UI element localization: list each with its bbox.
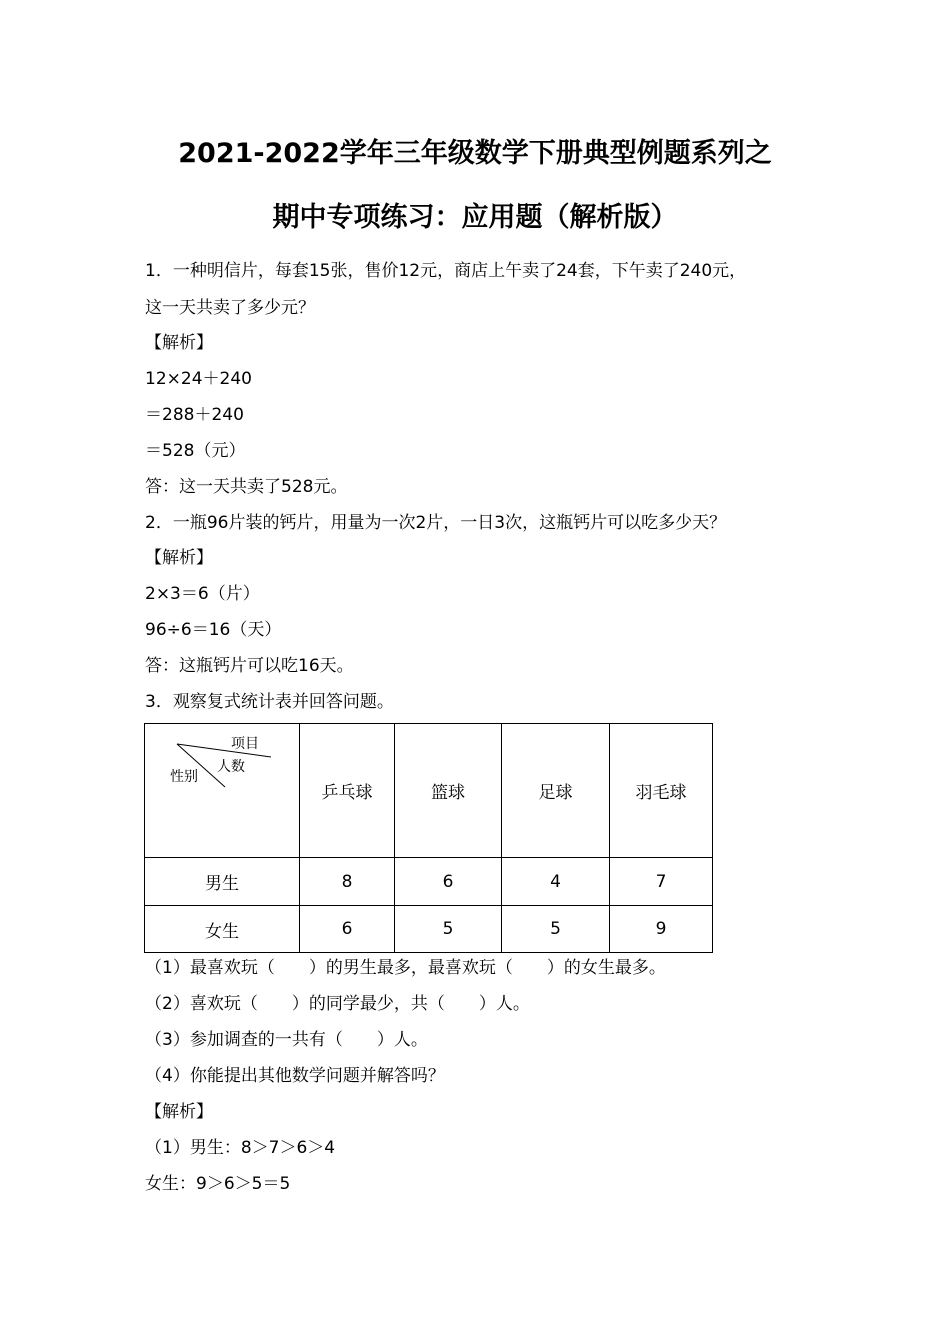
table-header-row bbox=[145, 724, 713, 858]
analysis-heading: 【解析】 bbox=[145, 1102, 213, 1122]
table-cell: 4 bbox=[502, 858, 610, 906]
problem-2-text: 2．一瓶96片装的钙片，用量为一次2片，一日3次，这瓶钙片可以吃多少天？ bbox=[145, 513, 727, 533]
table-corner-cell bbox=[145, 724, 300, 858]
row-label: 男生 bbox=[145, 858, 300, 906]
table-row bbox=[145, 906, 713, 953]
table-header-cell: 足球 bbox=[502, 724, 610, 858]
table-cell: 5 bbox=[502, 906, 610, 953]
question-3: （3）参加调查的一共有（ ）人。 bbox=[145, 1030, 428, 1050]
page-title-line-2: 期中专项练习：应用题（解析版） bbox=[272, 202, 678, 233]
table-cell: 7 bbox=[610, 858, 713, 906]
table-cell: 9 bbox=[610, 906, 713, 953]
corner-label-item: 项目 bbox=[231, 736, 259, 752]
question-1: （1）最喜欢玩（ ）的男生最多，最喜欢玩（ ）的女生最多。 bbox=[145, 958, 666, 978]
solution-step: 96÷6＝16（天） bbox=[145, 620, 282, 640]
corner-label-count: 人数 bbox=[217, 759, 245, 775]
solution-step: ＝288＋240 bbox=[145, 405, 244, 425]
analysis-heading: 【解析】 bbox=[145, 548, 213, 568]
solution-step: 2×3＝6（片） bbox=[145, 584, 260, 604]
table-header-cell: 篮球 bbox=[395, 724, 502, 858]
table-cell: 5 bbox=[395, 906, 502, 953]
page-title-line-1: 2021-2022学年三年级数学下册典型例题系列之 bbox=[178, 138, 772, 169]
row-label: 女生 bbox=[145, 906, 300, 953]
table-header-cell: 羽毛球 bbox=[610, 724, 713, 858]
table-cell: 6 bbox=[300, 906, 395, 953]
problem-3-text: 3．观察复式统计表并回答问题。 bbox=[145, 692, 394, 712]
table-cell: 6 bbox=[395, 858, 502, 906]
solution-step: ＝528（元） bbox=[145, 441, 246, 461]
answer-text: 答：这瓶钙片可以吃16天。 bbox=[145, 656, 354, 676]
solution-step: 12×24＋240 bbox=[145, 369, 252, 389]
solution-step: （1）男生：8＞7＞6＞4 bbox=[145, 1138, 336, 1158]
problem-1-text: 1．一种明信片，每套15张，售价12元，商店上午卖了24套，下午卖了240元， bbox=[145, 261, 747, 281]
analysis-heading: 【解析】 bbox=[145, 333, 213, 353]
corner-diagonal-lines bbox=[145, 724, 300, 858]
problem-1-text-cont: 这一天共卖了多少元？ bbox=[145, 298, 315, 318]
solution-step: 女生：9＞6＞5＝5 bbox=[145, 1174, 291, 1194]
corner-label-gender: 性别 bbox=[170, 769, 198, 785]
table-cell: 8 bbox=[300, 858, 395, 906]
compound-statistics-table bbox=[144, 723, 713, 953]
table-header-cell: 乒乓球 bbox=[300, 724, 395, 858]
answer-text: 答：这一天共卖了528元。 bbox=[145, 477, 348, 497]
question-2: （2）喜欢玩（ ）的同学最少，共（ ）人。 bbox=[145, 994, 530, 1014]
question-4: （4）你能提出其他数学问题并解答吗？ bbox=[145, 1066, 445, 1086]
table-row bbox=[145, 858, 713, 906]
